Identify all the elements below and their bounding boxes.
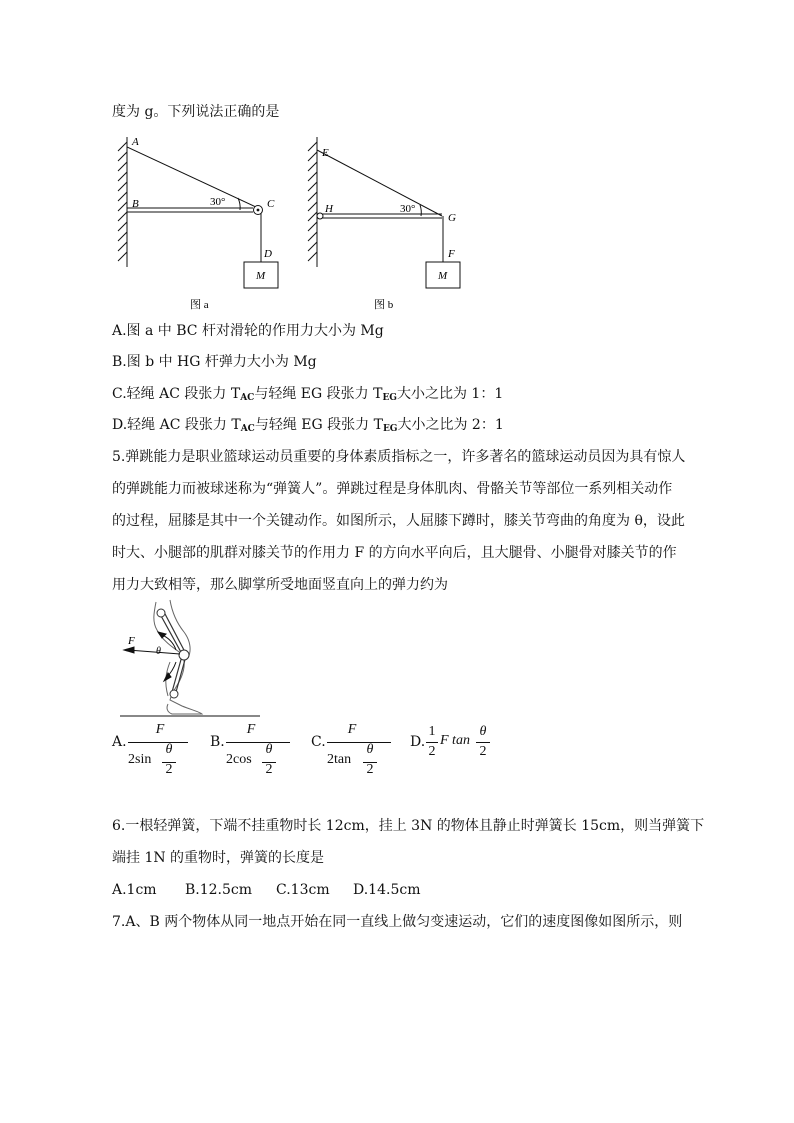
q5c-func: tan	[334, 752, 352, 767]
label-h: H	[325, 203, 333, 215]
q5-line-4: 时大、小腿部的肌群对膝关节的作用力 F 的方向水平向后，且大腿骨、小腿骨对膝关节的作	[112, 545, 677, 561]
q6-option-d: D.14.5cm	[353, 882, 421, 898]
label-g: G	[448, 212, 456, 224]
q4d-post: 大小之比为 2：1	[397, 417, 504, 433]
q4c-mid: 与轻绳 EG 段张力 T	[254, 386, 383, 402]
q6-option-b: B.12.5cm	[185, 882, 253, 898]
q5-option-d	[410, 718, 500, 782]
q5a-label: A.	[112, 734, 127, 750]
q5b-arg-den: 2	[265, 762, 273, 777]
mass-label-b: M	[438, 270, 448, 282]
q5a-arg-num: θ	[165, 742, 173, 757]
q4-option-d	[112, 415, 504, 439]
q5a-arg-den: 2	[165, 762, 173, 777]
label-c: C	[267, 198, 275, 210]
caption-b: 图 b	[374, 299, 394, 311]
q5a-func: sin	[135, 752, 152, 767]
q4-option-a: A.图 a 中 BC 杆对滑轮的作用力大小为 Mg	[112, 323, 384, 339]
q7-line-1: 7.A、B 两个物体从同一地点开始在同一直线上做匀变速运动，它们的速度图像如图所示，则	[112, 914, 683, 930]
q5b-func: cos	[233, 752, 252, 767]
q6-option-c: C.13cm	[276, 882, 330, 898]
q4d-pre: D.轻绳 AC 段张力 T	[112, 417, 241, 433]
angle-b: 30°	[400, 203, 416, 215]
label-f: F	[448, 248, 455, 260]
label-d: D	[264, 248, 272, 260]
q5-line-2: 的弹跳能力而被球迷称为“弹簧人”。弹跳过程是身体肌肉、骨骼关节等部位一系列相关动作	[112, 481, 673, 497]
q4-option-c	[112, 384, 503, 408]
q5c-arg-num: θ	[366, 742, 374, 757]
q5a-den-coef: 2	[128, 752, 135, 767]
q5d-coef-den: 2	[428, 744, 436, 759]
figure-a	[112, 132, 292, 312]
q5b-num: F	[246, 722, 256, 737]
label-a: A	[132, 136, 139, 148]
label-b: B	[132, 198, 139, 210]
q4c-post: 大小之比为 1：1	[396, 386, 504, 402]
q6-line-1: 6.一根轻弹簧，下端不挂重物时长 12cm，挂上 3N 的物体且静止时弹簧长 15cm，则当弹簧下	[112, 818, 705, 834]
q5-option-c	[311, 718, 401, 782]
q5d-arg-num: θ	[479, 724, 487, 739]
q5a-num: F	[155, 722, 165, 737]
figure-leg	[112, 592, 262, 720]
mass-label-a: M	[256, 270, 266, 282]
q5c-num: F	[347, 722, 357, 737]
q5c-arg-den: 2	[366, 762, 374, 777]
intro-line: 度为 g。下列说法正确的是	[112, 104, 280, 120]
q4c-sub1: AC	[240, 393, 255, 403]
q5c-label: C.	[311, 734, 326, 750]
label-e: E	[322, 147, 329, 159]
q5b-den-coef: 2	[226, 752, 233, 767]
q5d-label: D.	[410, 734, 426, 750]
figure-b	[302, 132, 482, 312]
q4d-mid: 与轻绳 EG 段张力 T	[254, 417, 383, 433]
q5-option-a	[112, 718, 202, 782]
q4c-pre: C.轻绳 AC 段张力 T	[112, 386, 241, 402]
label-f-force: F	[128, 635, 135, 647]
q5d-coef-num: 1	[428, 724, 436, 739]
q5-option-b	[210, 718, 300, 782]
q4d-sub1: AC	[240, 424, 255, 434]
q6-line-2: 端挂 1N 的重物时，弹簧的长度是	[112, 850, 325, 866]
label-theta: θ	[156, 646, 161, 657]
q5d-body: F tan	[440, 733, 470, 748]
q4c-sub2: EG	[382, 393, 397, 403]
q5c-den-coef: 2	[327, 752, 334, 767]
caption-a: 图 a	[190, 299, 209, 311]
angle-a: 30°	[210, 196, 226, 208]
q5-line-1: 5.弹跳能力是职业篮球运动员重要的身体素质指标之一，许多著名的篮球运动员因为具有惊人	[112, 449, 686, 465]
q4d-sub2: EG	[382, 424, 398, 434]
q5-line-3: 的过程，屈膝是其中一个关键动作。如图所示，人屈膝下蹲时，膝关节弯曲的角度为 θ，设此	[112, 513, 685, 529]
q5b-arg-num: θ	[265, 742, 273, 757]
q5d-arg-den: 2	[479, 744, 487, 759]
q4-option-b: B.图 b 中 HG 杆弹力大小为 Mg	[112, 354, 317, 370]
q5-line-5: 用力大致相等，那么脚掌所受地面竖直向上的弹力约为	[112, 577, 448, 593]
q5b-label: B.	[210, 734, 225, 750]
q6-option-a: A.1cm	[112, 882, 157, 898]
